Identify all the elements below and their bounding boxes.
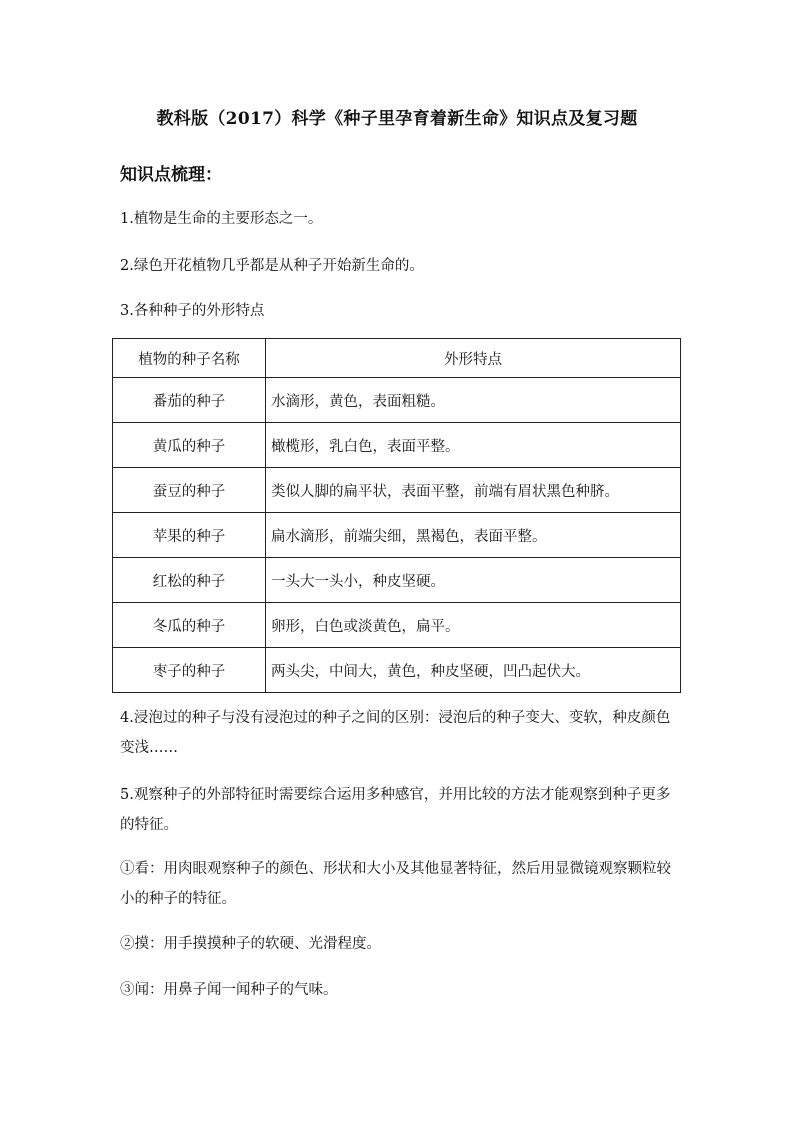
table-row [113,468,681,513]
seed-desc-cell: 两头尖，中间大，黄色，种皮坚硬，凹凸起伏大。 [266,648,681,693]
seed-name-cell: 冬瓜的种子 [113,603,266,648]
observe-touch: ②摸：用手摸摸种子的软硬、光滑程度。 [120,936,381,952]
seed-features-table [112,338,681,693]
table-header-row [113,339,681,378]
point-3: 3.各种种子的外形特点 [120,303,265,319]
seed-name-cell: 红松的种子 [113,558,266,603]
seed-desc-cell: 一头大一头小，种皮坚硬。 [266,558,681,603]
table-row [113,378,681,423]
seed-desc-cell: 类似人脚的扁平状，表面平整，前端有眉状黑色种脐。 [266,468,681,513]
seed-desc-cell: 扁水滴形，前端尖细，黑褐色，表面平整。 [266,513,681,558]
table-row [113,513,681,558]
seed-name-cell: 黄瓜的种子 [113,423,266,468]
header-seed-name: 植物的种子名称 [113,339,266,378]
table-row [113,648,681,693]
section-heading: 知识点梳理： [120,165,222,185]
seed-name-cell: 苹果的种子 [113,513,266,558]
point-4: 4.浸泡过的种子与没有浸泡过的种子之间的区别：浸泡后的种子变大、变软，种皮颜色变浅…… [120,710,671,756]
document-title: 教科版（2017）科学《种子里孕育着新生命》知识点及复习题 [156,109,638,129]
seed-name-cell: 番茄的种子 [113,378,266,423]
seed-desc-cell: 水滴形，黄色，表面粗糙。 [266,378,681,423]
seed-name-cell: 蚕豆的种子 [113,468,266,513]
point-2: 2.绿色开花植物几乎都是从种子开始新生命的。 [120,258,424,274]
observe-look: ①看：用肉眼观察种子的颜色、形状和大小及其他显著特征，然后用显微镜观察颗粒较小的种子的特征。 [120,861,671,907]
observe-smell: ③闻：用鼻子闻一闻种子的气味。 [120,982,338,998]
table-row [113,423,681,468]
seed-name-cell: 枣子的种子 [113,648,266,693]
seed-desc-cell: 橄榄形，乳白色，表面平整。 [266,423,681,468]
seed-desc-cell: 卵形，白色或淡黄色，扁平。 [266,603,681,648]
table-row [113,603,681,648]
point-1: 1.植物是生命的主要形态之一。 [120,211,323,227]
table-row [113,558,681,603]
header-features: 外形特点 [266,339,681,378]
point-5: 5.观察种子的外部特征时需要综合运用多种感官，并用比较的方法才能观察到种子更多的特征。 [120,787,671,833]
